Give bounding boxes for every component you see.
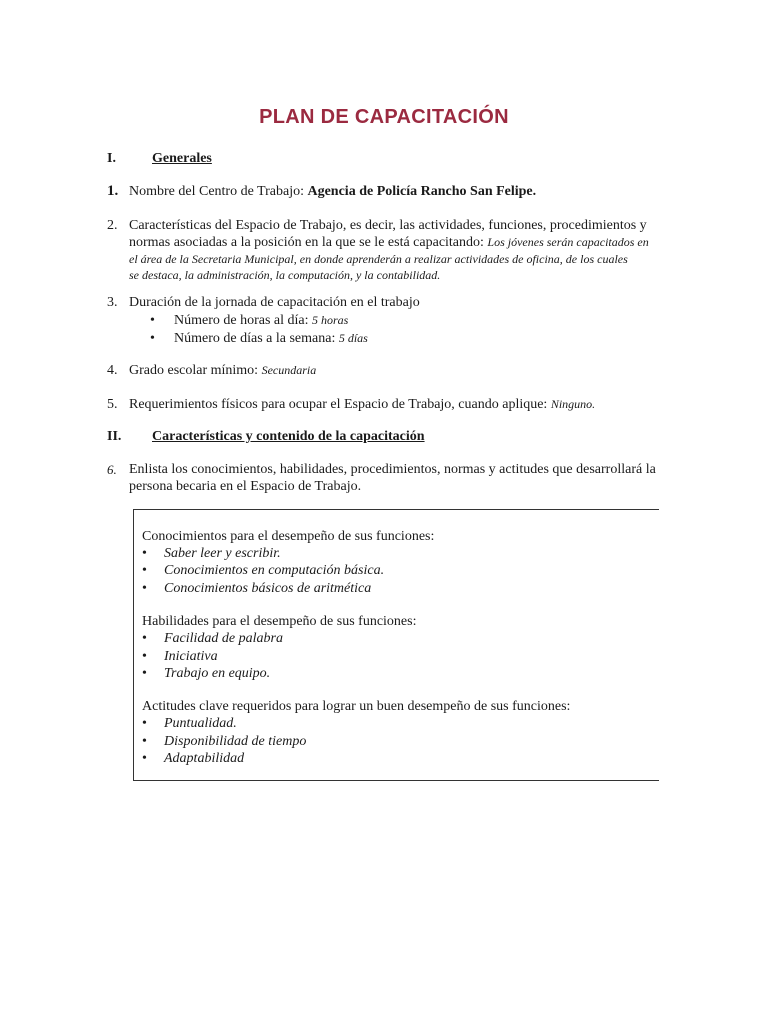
item-2-label: normas asociadas a la posición en la que se le está capacitando:: [129, 235, 484, 250]
item-3-number: 3.: [107, 295, 118, 310]
item-2-value: Los jóvenes serán capacitados en: [487, 235, 649, 249]
item-1-label: Nombre del Centro de Trabajo:: [129, 184, 304, 199]
section-1-heading: Generales: [152, 151, 212, 166]
bullet-value: 5 días: [338, 331, 368, 345]
item-2-line-4: se destaca, la administración, la computación, y la contabilidad.: [129, 268, 441, 282]
item-2-line-2: [129, 234, 649, 251]
item-5-value: Ninguno.: [550, 397, 596, 411]
section-2-heading: Características y contenido de la capacitación: [152, 429, 425, 444]
item-6-line-1: Enlista los conocimientos, habilidades, procedimientos, normas y actitudes que desarrollará la: [129, 462, 656, 477]
item-6-line-2: persona becaria en el Espacio de Trabajo.: [129, 479, 362, 494]
item-5-label: Requerimientos físicos para ocupar el Espacio de Trabajo, cuando aplique:: [129, 397, 548, 412]
item-1-text: [129, 183, 536, 200]
bullet-label: Número de días a la semana:: [174, 331, 336, 346]
item-1-number: 1.: [107, 183, 119, 199]
item-5-number: 5.: [107, 397, 118, 412]
item-1-value: Agencia de Policía Rancho San Felipe.: [307, 184, 537, 199]
item-4-label: Grado escolar mínimo:: [129, 363, 259, 378]
section-2-numeral: II.: [107, 429, 122, 444]
knowledge-heading: Conocimientos para el desempeño de sus funciones:: [142, 529, 435, 544]
section-1-numeral: I.: [107, 151, 116, 166]
bullet-label: Número de horas al día:: [174, 313, 309, 328]
bullet-value: 5 horas: [312, 313, 349, 327]
item-6-number: 6.: [107, 462, 117, 477]
skills-heading: Habilidades para el desempeño de sus funciones:: [142, 614, 417, 629]
bullet-glyph: •: [150, 331, 155, 346]
item-5-text: [129, 396, 595, 413]
item-3-label: Duración de la jornada de capacitación en el trabajo: [129, 295, 420, 310]
item-2-line-3: el área de la Secretaria Municipal, en donde aprenderán a realizar actividades de oficina, de los cuales: [129, 252, 628, 266]
item-4-text: [129, 362, 316, 379]
page-title: PLAN DE CAPACITACIÓN: [259, 106, 509, 128]
item-4-number: 4.: [107, 363, 118, 378]
item-2-number: 2.: [107, 218, 118, 233]
bullet-glyph: •: [150, 313, 155, 328]
competencies-box: Conocimientos para el desempeño de sus funciones: • Saber leer y escribir. • Conocimientos en computación básica. • Conocimientos básicos de aritmética Habilidades para el desempeño de sus funciones: • Facilidad de palabra • Iniciativa • Trabajo en equipo. Actitudes clave requeridos para lograr un buen desempeño de sus funciones: • Puntualidad. • Disponibilidad de tiempo • Adaptabilidad: [133, 509, 659, 781]
item-4-value: Secundaria: [261, 363, 317, 377]
attitudes-heading: Actitudes clave requeridos para lograr un buen desempeño de sus funciones:: [142, 699, 571, 714]
item-2-line-1: Características del Espacio de Trabajo, es decir, las actividades, funciones, procedimientos y: [129, 218, 647, 233]
